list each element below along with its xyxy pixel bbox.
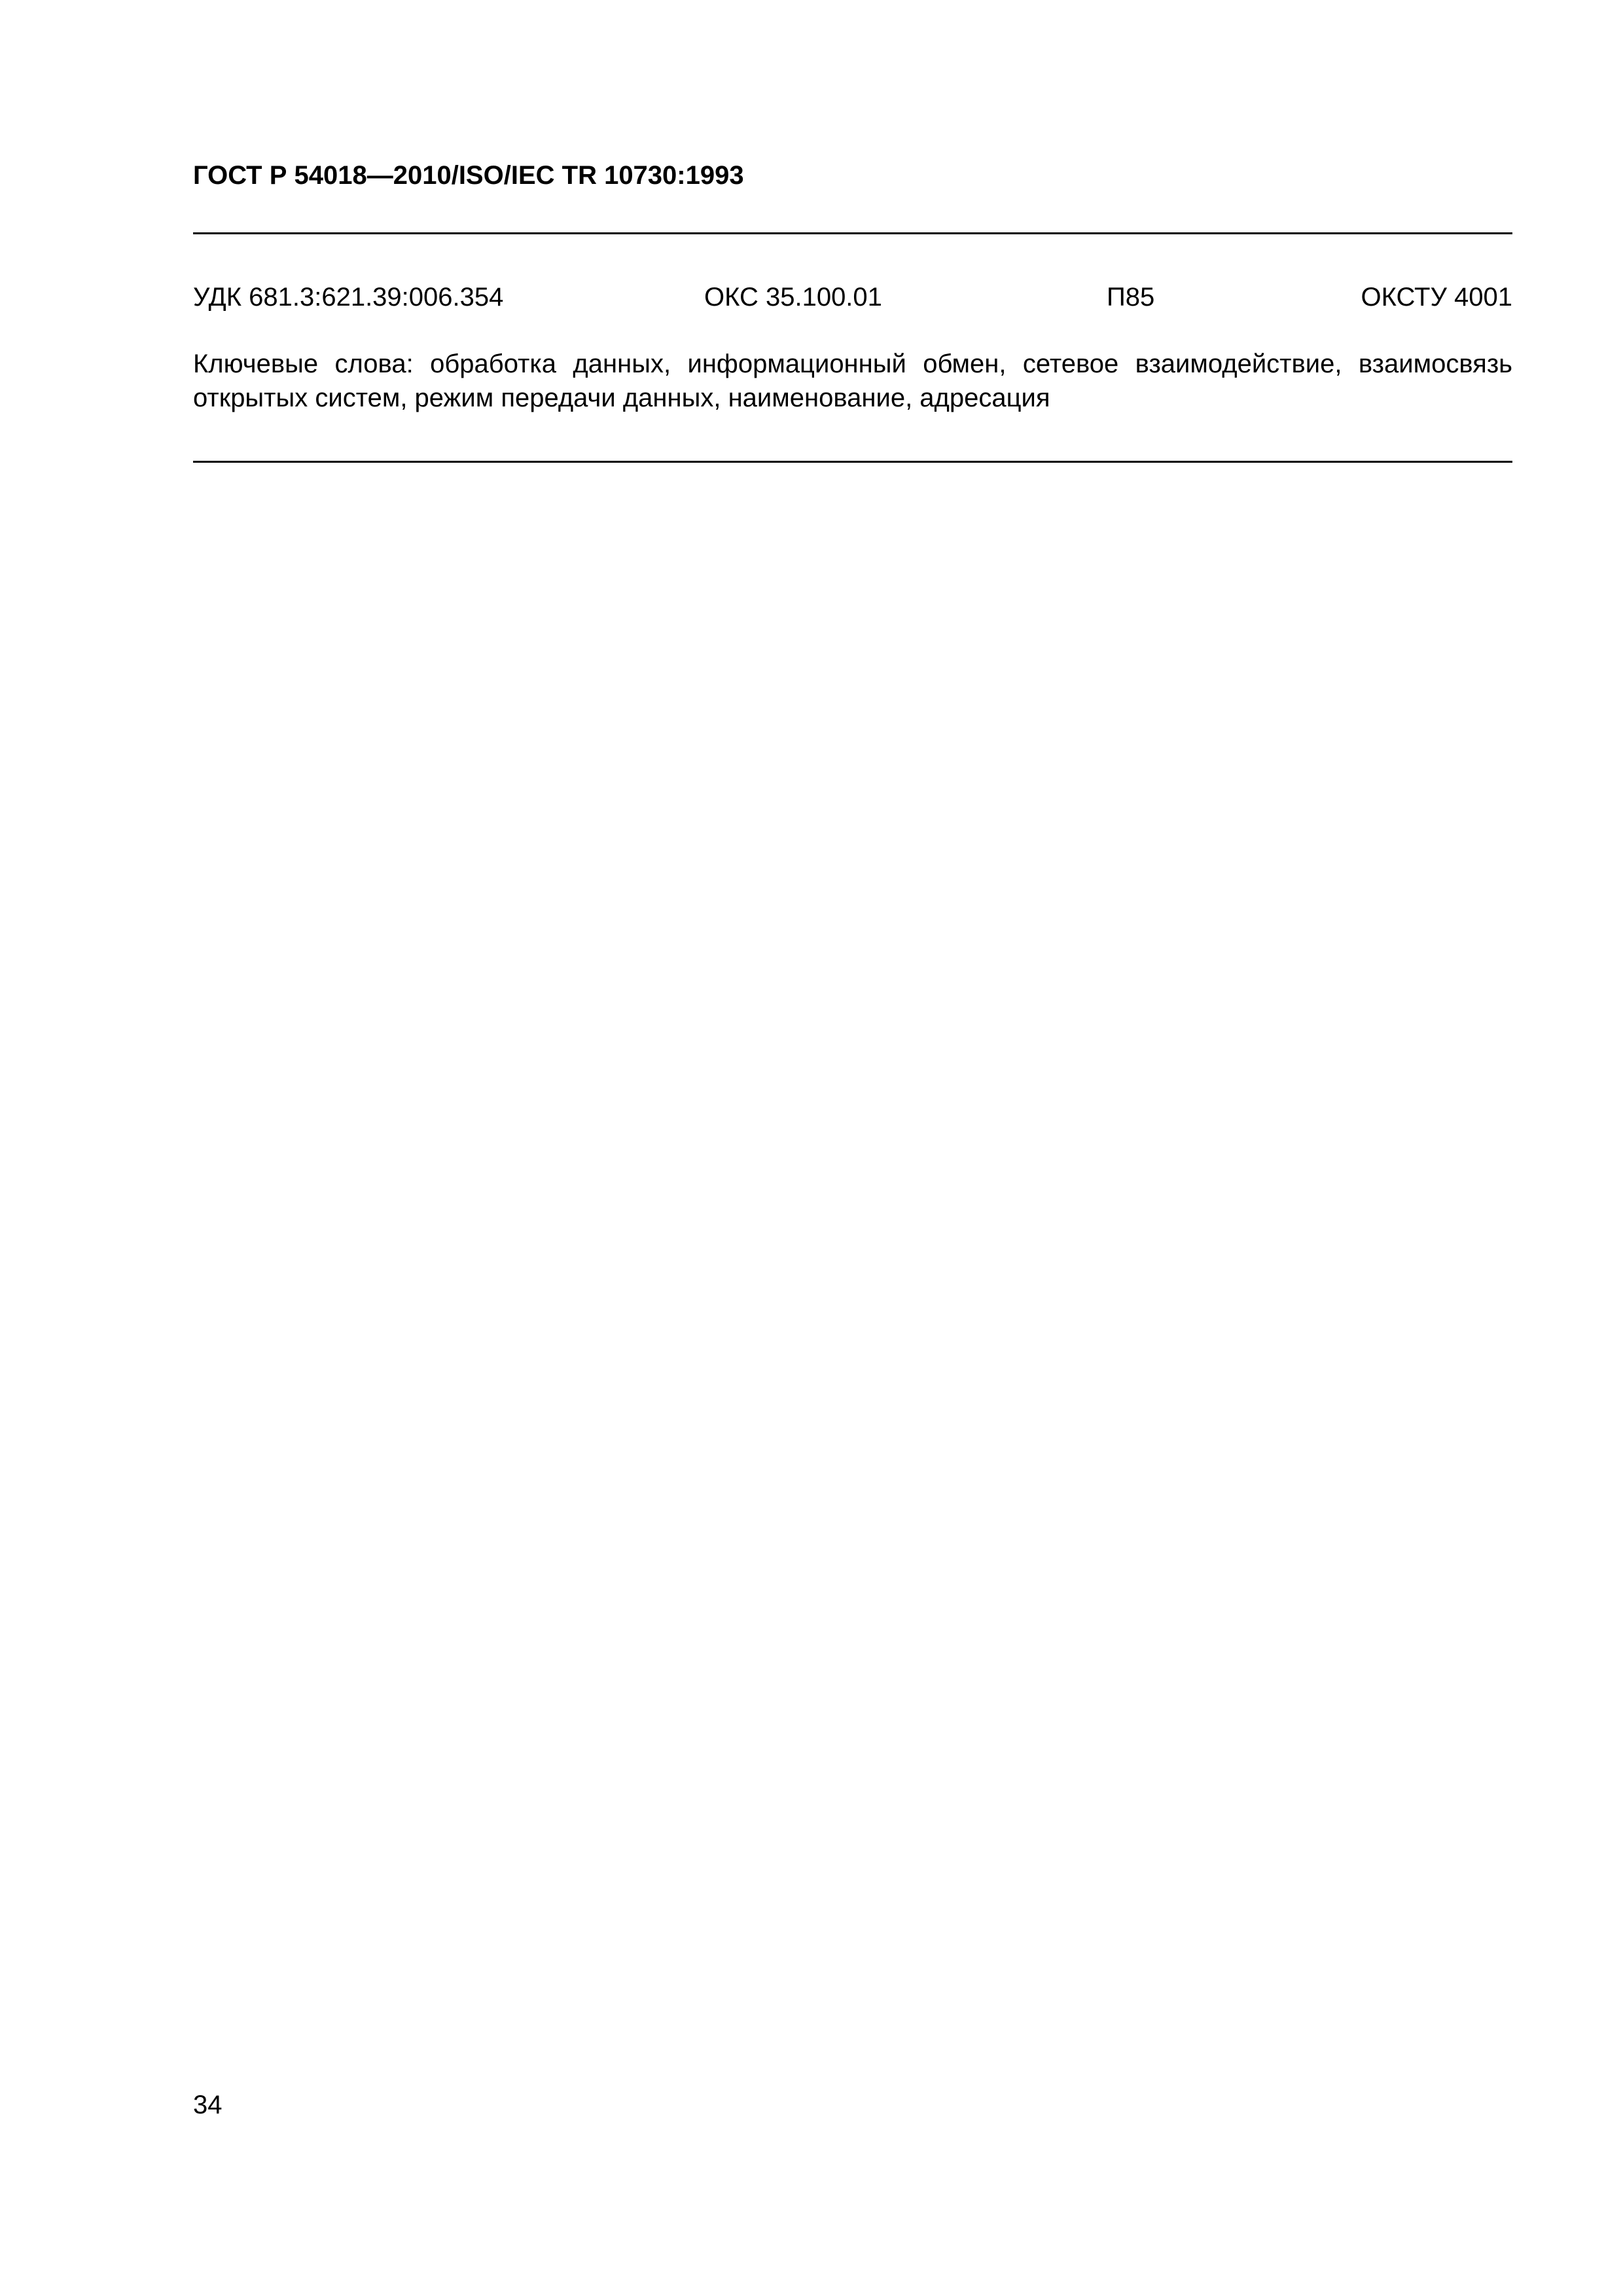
- okstu-code: ОКСТУ 4001: [1361, 283, 1512, 312]
- bottom-divider: [193, 461, 1512, 463]
- group-code: П85: [1107, 283, 1155, 312]
- oks-code: ОКС 35.100.01: [704, 283, 882, 312]
- udk-code: УДК 681.3:621.39:006.354: [193, 283, 504, 312]
- top-divider: [193, 232, 1512, 234]
- keywords-text: Ключевые слова: обработка данных, информационный обмен, сетевое взаимодействие, взаимосвязь открытых систем, режим передачи данных, наименование, адресация: [193, 350, 1512, 412]
- page-number: 34: [193, 2090, 223, 2119]
- document-header-title: ГОСТ Р 54018—2010/ISO/IEC TR 10730:1993: [193, 161, 744, 190]
